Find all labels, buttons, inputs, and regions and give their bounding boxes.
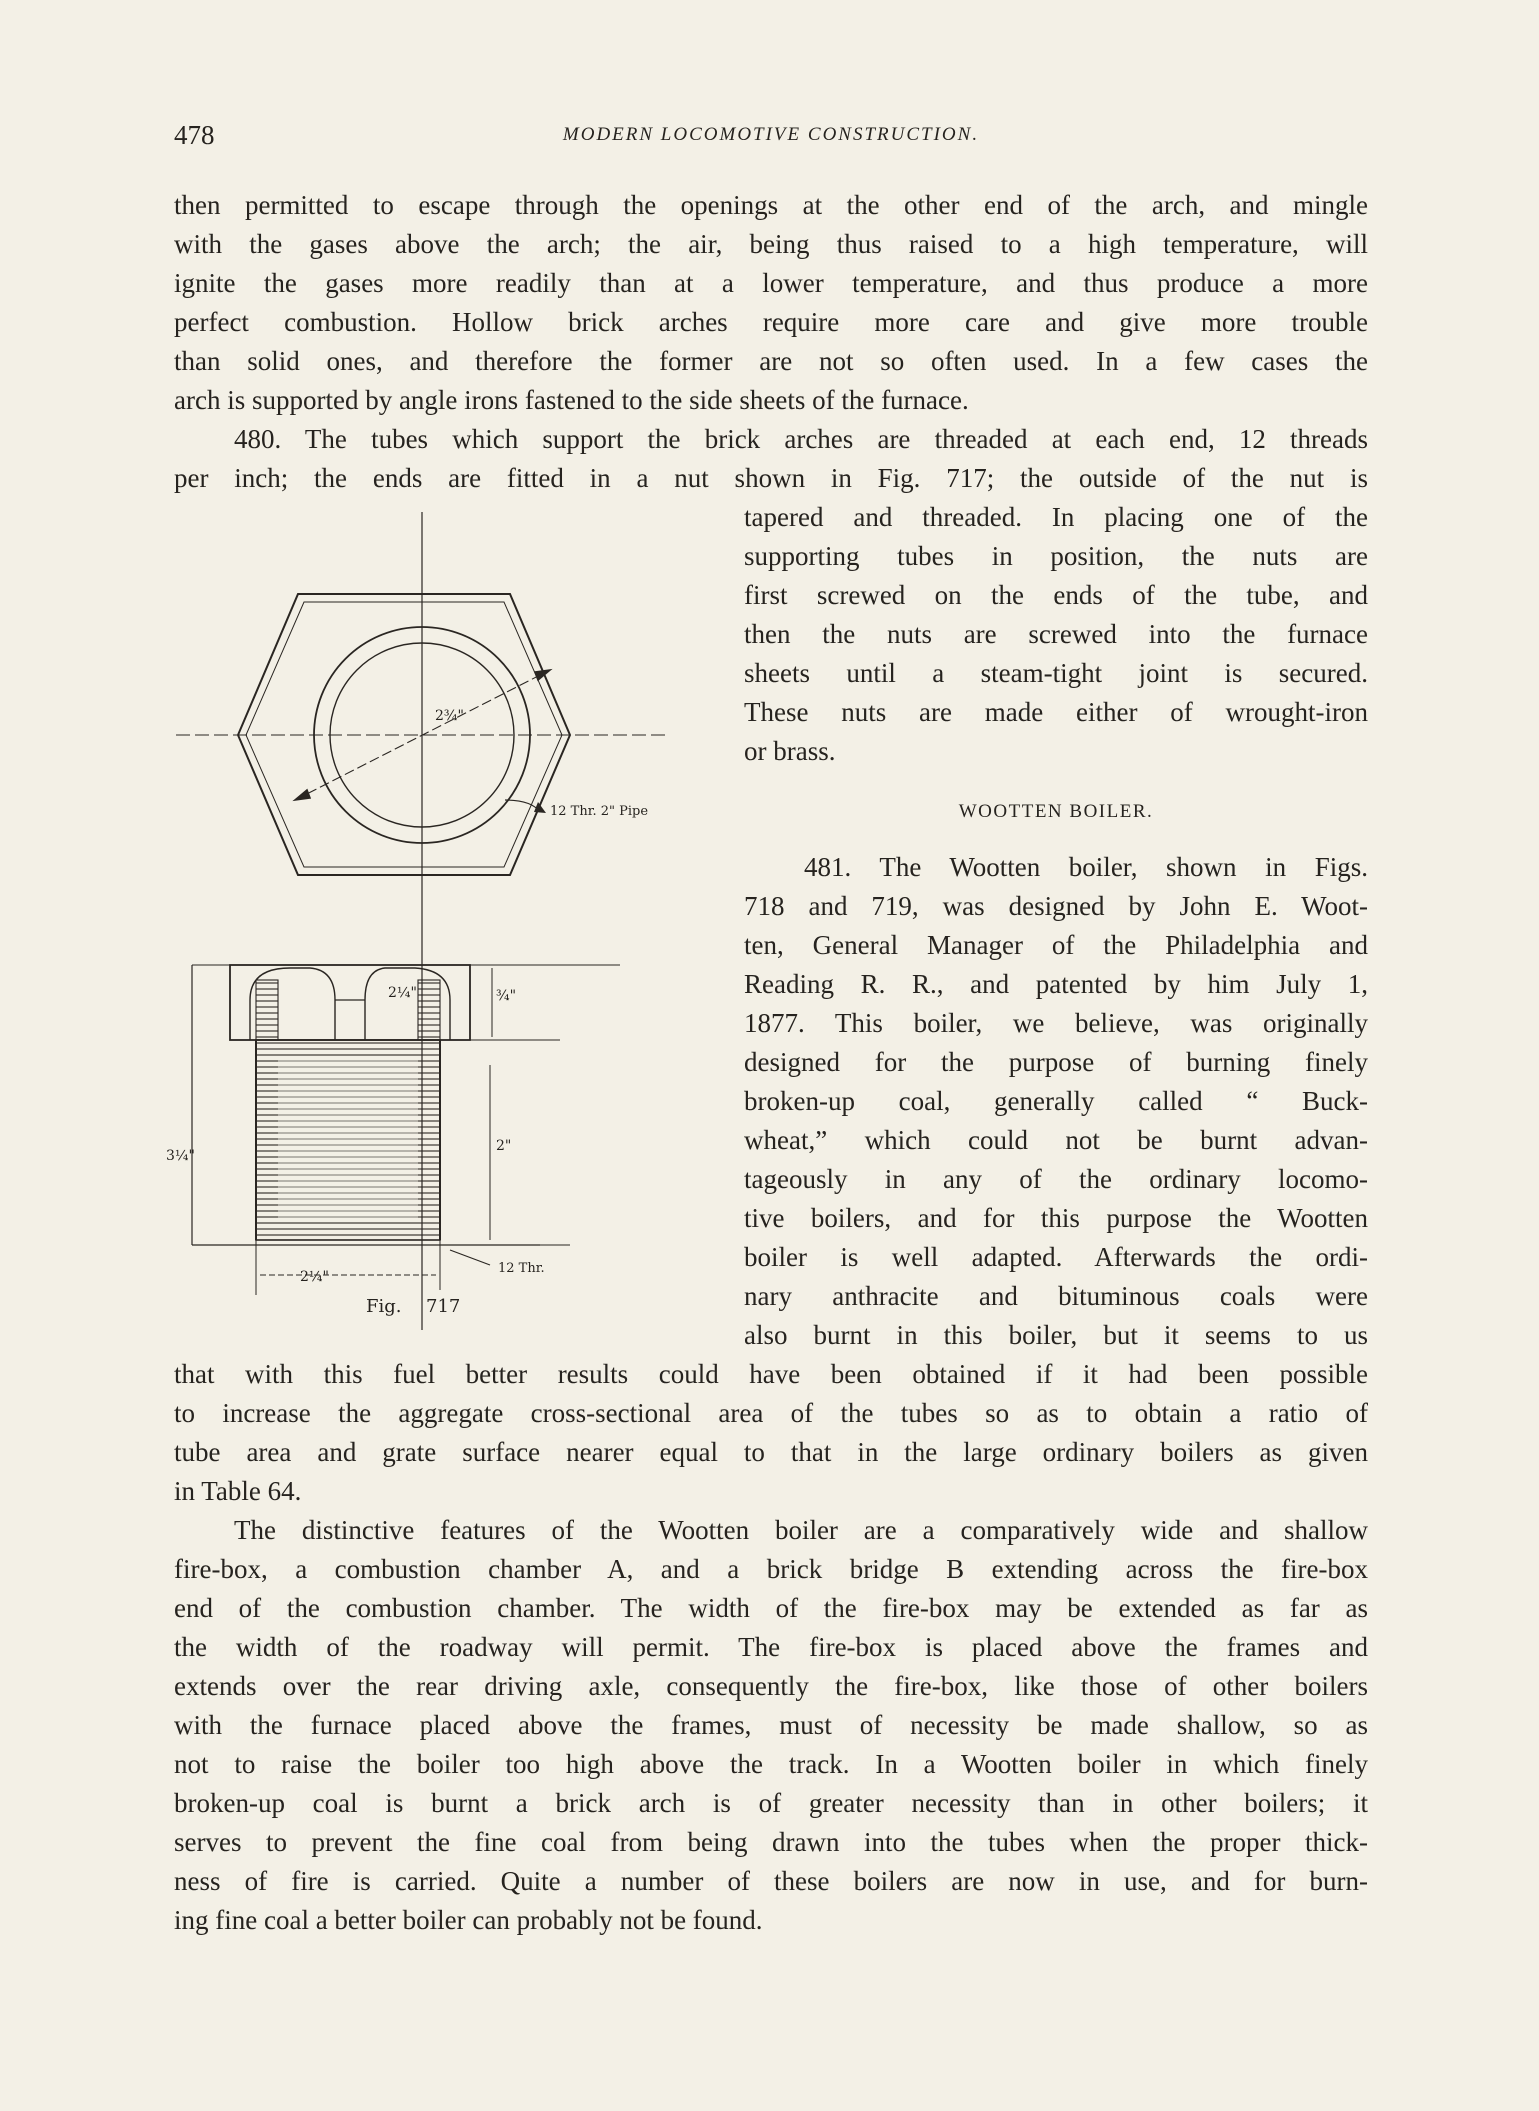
text-line: 1877. This boiler, we believe, was originally <box>744 1008 1368 1038</box>
text-line: 480. The tubes which support the brick arches are threaded at each end, 12 threads <box>234 424 1368 454</box>
text-line: broken-up coal, generally called “ Buck- <box>744 1086 1368 1116</box>
text-line: extends over the rear driving axle, consequently the fire-box, like those of other boilers <box>174 1671 1368 1701</box>
dim-bottom-width: 2¼" <box>300 1269 329 1285</box>
text-line: ten, General Manager of the Philadelphia and <box>744 930 1368 960</box>
text-line: or brass. <box>744 736 836 766</box>
fig-word: Fig. <box>366 1296 402 1317</box>
text-line: 718 and 719, was designed by John E. Woot- <box>744 891 1368 921</box>
text-line: also burnt in this boiler, but it seems to us <box>744 1320 1368 1350</box>
text-line: arch is supported by angle irons fastened to the side sheets of the furnace. <box>174 385 969 415</box>
text-line: tageously in any of the ordinary locomo- <box>744 1164 1368 1194</box>
dim-head-width: 2¼" <box>388 985 417 1001</box>
text-line: ignite the gases more readily than at a lower temperature, and thus produce a more <box>174 268 1368 298</box>
text-line: 481. The Wootten boiler, shown in Figs. <box>804 852 1368 882</box>
page-header <box>174 120 1368 160</box>
fig-number: 717 <box>426 1296 461 1317</box>
figure-717 <box>160 500 720 1340</box>
thread-note-bottom: 12 Thr. <box>498 1261 545 1276</box>
text-line: end of the combustion chamber. The width of the fire-box may be extended as far as <box>174 1593 1368 1623</box>
text-line: that with this fuel better results could have been obtained if it had been possible <box>174 1359 1368 1389</box>
thread-note-top: 12 Thr. 2" Pipe <box>550 804 649 819</box>
text-line: perfect combustion. Hollow brick arches require more care and give more trouble <box>174 307 1368 337</box>
text-line: ing fine coal a better boiler can probably not be found. <box>174 1905 763 1935</box>
text-line: than solid ones, and therefore the former are not so often used. In a few cases the <box>174 346 1368 376</box>
text-line: serves to prevent the fine coal from being drawn into the tubes when the proper thick- <box>174 1827 1368 1857</box>
text-line: ness of fire is carried. Quite a number of these boilers are now in use, and for burn- <box>174 1866 1368 1896</box>
text-line: tapered and threaded. In placing one of the <box>744 502 1368 532</box>
text-line: The distinctive features of the Wootten boiler are a comparatively wide and shallow <box>234 1515 1368 1545</box>
text-line: not to raise the boiler too high above the track. In a Wootten boiler in which finely <box>174 1749 1368 1779</box>
text-line: These nuts are made either of wrought-iron <box>744 697 1368 727</box>
text-line: per inch; the ends are fitted in a nut shown in Fig. 717; the outside of the nut is <box>174 463 1368 493</box>
dim-right-height: 2" <box>496 1138 512 1154</box>
dim-top-circle: 2¾" <box>435 708 464 724</box>
text-line: Reading R. R., and patented by him July 1, <box>744 969 1368 999</box>
text-line: nary anthracite and bituminous coals were <box>744 1281 1368 1311</box>
text-line: boiler is well adapted. Afterwards the ordi- <box>744 1242 1368 1272</box>
text-line: designed for the purpose of burning finely <box>744 1047 1368 1077</box>
section-heading: WOOTTEN BOILER. <box>958 801 1154 822</box>
dim-left-height: 3¼" <box>166 1148 195 1164</box>
text-line: first screwed on the ends of the tube, and <box>744 580 1368 610</box>
text-line: tive boilers, and for this purpose the Wootten <box>744 1203 1368 1233</box>
text-line: sheets until a steam-tight joint is secured. <box>744 658 1368 688</box>
text-line: supporting tubes in position, the nuts are <box>744 541 1368 571</box>
running-title: MODERN LOCOMOTIVE CONSTRUCTION. <box>562 124 980 145</box>
text-line: wheat,” which could not be burnt advan- <box>744 1125 1368 1155</box>
text-line: the width of the roadway will permit. The fire-box is placed above the frames and <box>174 1632 1368 1662</box>
text-line: to increase the aggregate cross-sectional area of the tubes so as to obtain a ratio of <box>174 1398 1368 1428</box>
text-line: in Table 64. <box>174 1476 302 1506</box>
text-line: tube area and grate surface nearer equal to that in the large ordinary boilers as given <box>174 1437 1368 1467</box>
text-line: then the nuts are screwed into the furnace <box>744 619 1368 649</box>
page-number: 478 <box>174 120 215 150</box>
text-line: broken-up coal is burnt a brick arch is of greater necessity than in other boilers; it <box>174 1788 1368 1818</box>
text-line: then permitted to escape through the openings at the other end of the arch, and mingle <box>174 190 1368 220</box>
dim-head-height: ¾" <box>496 988 517 1004</box>
nut-drawing <box>160 500 720 1340</box>
text-line: with the gases above the arch; the air, being thus raised to a high temperature, will <box>174 229 1368 259</box>
text-line: fire-box, a combustion chamber A, and a brick bridge B extending across the fire-box <box>174 1554 1368 1584</box>
text-line: with the furnace placed above the frames, must of necessity be made shallow, so as <box>174 1710 1368 1740</box>
